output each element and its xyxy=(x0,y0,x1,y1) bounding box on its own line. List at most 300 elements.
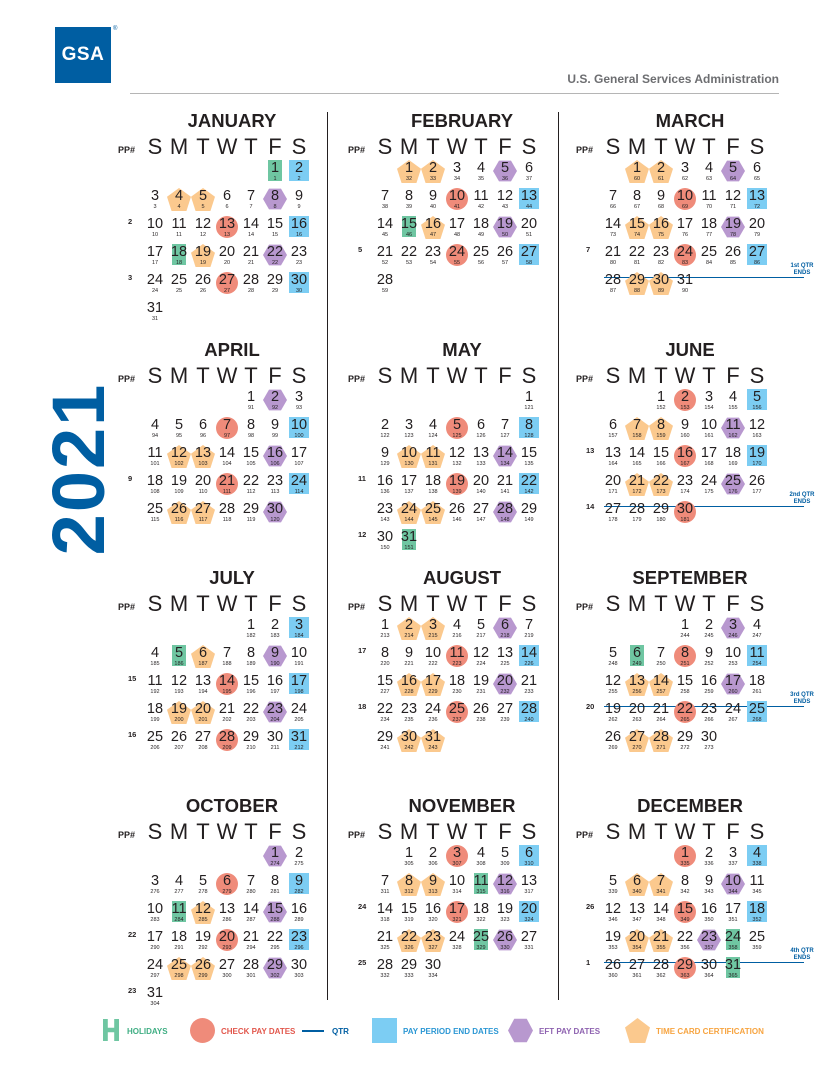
day-number: 15 xyxy=(266,216,284,232)
julian-day: 157 xyxy=(608,433,618,439)
month-december xyxy=(576,795,814,1017)
day-number: 4 xyxy=(174,188,184,204)
day-cell xyxy=(215,272,239,298)
day-number: 25 xyxy=(448,701,466,717)
day-number: 27 xyxy=(604,501,622,517)
weekday-letter: T xyxy=(474,363,488,388)
day-cell xyxy=(721,617,745,643)
day-number: 12 xyxy=(724,188,742,204)
day-cell xyxy=(263,957,287,983)
day-cell xyxy=(721,160,745,186)
pay-period-label: PP# xyxy=(118,145,136,155)
julian-day: 206 xyxy=(150,745,160,751)
weekday-letter: T xyxy=(654,819,668,844)
day-cell xyxy=(373,216,397,242)
day-cell xyxy=(143,701,167,727)
week-row xyxy=(348,729,576,757)
day-number: 22 xyxy=(520,473,538,489)
day-cell xyxy=(721,873,745,899)
day-number: 12 xyxy=(748,417,766,433)
julian-day: 90 xyxy=(681,288,689,294)
pay-period-number: 7 xyxy=(586,245,591,254)
day-number: 5 xyxy=(174,417,184,433)
day-cell xyxy=(697,901,721,927)
julian-day: 36 xyxy=(501,176,509,182)
day-number: 9 xyxy=(656,188,666,204)
julian-day: 64 xyxy=(729,176,737,182)
day-number: 26 xyxy=(748,473,766,489)
day-number: 14 xyxy=(242,901,260,917)
holiday-swatch xyxy=(103,1019,119,1041)
day-cell xyxy=(167,188,191,214)
julian-day: 44 xyxy=(525,204,533,210)
day-cell xyxy=(721,645,745,671)
day-number: 26 xyxy=(194,957,212,973)
day-number: 13 xyxy=(520,873,538,889)
pay-period-number: 14 xyxy=(586,502,595,511)
day-number: 16 xyxy=(676,445,694,461)
day-number: 10 xyxy=(146,901,164,917)
day-number: 29 xyxy=(628,272,646,288)
day-number: 13 xyxy=(628,673,646,689)
julian-day: 177 xyxy=(752,489,762,495)
julian-day: 194 xyxy=(198,689,208,695)
day-cell xyxy=(721,188,745,214)
day-number: 13 xyxy=(520,188,538,204)
day-cell xyxy=(673,645,697,671)
week-row xyxy=(348,473,576,501)
julian-day: 51 xyxy=(525,232,533,238)
julian-day: 26 xyxy=(199,288,207,294)
day-cell xyxy=(445,417,469,443)
weekday-letter: S xyxy=(291,134,307,159)
day-cell xyxy=(215,929,239,955)
month-name: JULY xyxy=(209,567,255,588)
julian-day: 201 xyxy=(198,717,208,723)
day-number: 30 xyxy=(652,272,670,288)
julian-day: 196 xyxy=(246,689,256,695)
day-number: 17 xyxy=(146,929,164,945)
day-cell xyxy=(673,901,697,927)
julian-day: 55 xyxy=(453,260,461,266)
julian-day: 250 xyxy=(656,661,666,667)
julian-day: 272 xyxy=(680,745,690,751)
julian-day: 16 xyxy=(295,232,303,238)
day-number: 30 xyxy=(400,729,418,745)
pay-period-label: PP# xyxy=(118,602,136,612)
day-number: 21 xyxy=(652,701,670,717)
day-cell xyxy=(445,673,469,699)
day-cell xyxy=(673,873,697,899)
month-march xyxy=(576,110,814,332)
julian-day: 122 xyxy=(380,433,390,439)
day-cell xyxy=(697,244,721,270)
julian-day: 193 xyxy=(174,689,184,695)
pay-period-number: 17 xyxy=(358,646,367,655)
month-january xyxy=(118,110,346,332)
day-number: 23 xyxy=(400,701,418,717)
julian-day: 208 xyxy=(198,745,208,751)
day-number: 18 xyxy=(748,901,766,917)
day-number: 20 xyxy=(520,216,538,232)
weekday-letter: S xyxy=(147,591,163,616)
day-number: 7 xyxy=(632,417,642,433)
day-number: 10 xyxy=(448,188,466,204)
legend-label: PAY PERIOD END DATES xyxy=(403,1027,499,1036)
weekday-letter: S xyxy=(291,363,307,388)
day-cell xyxy=(287,216,311,242)
julian-day: 98 xyxy=(247,433,255,439)
weekday-letter: W xyxy=(216,363,238,388)
weekday-letter: S xyxy=(291,591,307,616)
day-number: 30 xyxy=(700,957,718,973)
day-cell xyxy=(397,729,421,755)
julian-day: 11 xyxy=(176,232,182,238)
weekday-letter: M xyxy=(627,134,647,159)
day-number: 31 xyxy=(146,985,164,1001)
day-cell xyxy=(601,188,625,214)
julian-day: 13 xyxy=(223,232,231,238)
julian-day: 301 xyxy=(246,973,256,979)
julian-day: 218 xyxy=(500,633,510,639)
day-number: 26 xyxy=(604,957,622,973)
day-cell xyxy=(263,389,287,415)
julian-day: 130 xyxy=(404,461,414,467)
julian-day: 195 xyxy=(222,689,232,695)
day-cell xyxy=(745,901,769,927)
day-number: 22 xyxy=(676,929,694,945)
julian-day: 167 xyxy=(680,461,690,467)
day-cell xyxy=(167,501,191,527)
month-name: APRIL xyxy=(204,339,260,360)
day-number: 28 xyxy=(496,501,514,517)
julian-day: 91 xyxy=(247,405,255,411)
day-number: 19 xyxy=(170,473,188,489)
day-number: 13 xyxy=(472,445,490,461)
day-cell xyxy=(745,188,769,214)
week-row xyxy=(576,445,804,473)
legend-label: HOLIDAYS xyxy=(127,1027,168,1036)
day-number: 1 xyxy=(632,160,642,176)
day-cell xyxy=(397,244,421,270)
day-cell xyxy=(601,272,625,298)
weekday-letter: S xyxy=(377,363,393,388)
julian-day: 248 xyxy=(608,661,618,667)
julian-day: 356 xyxy=(680,945,690,951)
julian-day: 332 xyxy=(380,973,390,979)
day-number: 11 xyxy=(147,673,163,689)
day-cell xyxy=(745,473,769,499)
day-number: 26 xyxy=(724,244,742,260)
day-cell xyxy=(445,188,469,214)
day-number: 2 xyxy=(704,845,714,861)
day-cell xyxy=(143,188,167,214)
day-cell xyxy=(649,701,673,727)
day-number: 9 xyxy=(380,445,390,461)
day-number: 20 xyxy=(472,473,490,489)
julian-day: 330 xyxy=(500,945,510,951)
day-cell xyxy=(143,873,167,899)
day-number: 25 xyxy=(472,929,490,945)
day-cell xyxy=(697,160,721,186)
weekday-letter: T xyxy=(426,591,440,616)
day-number: 31 xyxy=(676,272,694,288)
day-number: 21 xyxy=(218,473,236,489)
day-cell xyxy=(263,417,287,443)
day-cell xyxy=(697,389,721,415)
julian-day: 321 xyxy=(452,917,462,923)
julian-day: 357 xyxy=(704,945,714,951)
day-number: 17 xyxy=(400,473,418,489)
julian-day: 300 xyxy=(222,973,232,979)
day-number: 16 xyxy=(424,901,442,917)
day-cell xyxy=(445,701,469,727)
day-number: 21 xyxy=(218,701,236,717)
day-cell xyxy=(215,216,239,242)
day-cell xyxy=(493,473,517,499)
day-cell xyxy=(421,957,445,983)
julian-day: 61 xyxy=(657,176,665,182)
day-cell xyxy=(143,929,167,955)
julian-day: 231 xyxy=(476,689,486,695)
week-row xyxy=(576,729,804,757)
weekday-letter: T xyxy=(654,134,668,159)
day-cell xyxy=(421,645,445,671)
day-cell xyxy=(673,417,697,443)
day-cell xyxy=(263,873,287,899)
julian-day: 319 xyxy=(404,917,414,923)
week-row xyxy=(118,417,346,445)
julian-day: 30 xyxy=(295,288,303,294)
day-number: 9 xyxy=(428,188,438,204)
day-cell xyxy=(493,617,517,643)
julian-day: 290 xyxy=(150,945,160,951)
weekday-letter: F xyxy=(498,591,512,616)
day-cell xyxy=(721,901,745,927)
weekday-letter: W xyxy=(446,134,468,159)
day-cell xyxy=(493,160,517,186)
week-row xyxy=(118,160,346,188)
day-number: 1 xyxy=(656,389,666,405)
day-number: 30 xyxy=(700,729,718,745)
day-number: 20 xyxy=(194,473,212,489)
julian-day: 238 xyxy=(476,717,486,723)
julian-day: 133 xyxy=(476,461,486,467)
day-cell xyxy=(287,873,311,899)
day-number: 20 xyxy=(628,701,646,717)
day-cell xyxy=(167,673,191,699)
day-cell xyxy=(239,417,263,443)
month-name: NOVEMBER xyxy=(408,795,516,816)
julian-day: 210 xyxy=(246,745,256,751)
julian-day: 95 xyxy=(175,433,183,439)
julian-day: 277 xyxy=(174,889,184,895)
day-number: 28 xyxy=(604,272,622,288)
weekday-letter: S xyxy=(521,591,537,616)
day-cell xyxy=(421,473,445,499)
julian-day: 41 xyxy=(453,204,461,210)
day-number: 27 xyxy=(520,929,538,945)
julian-day: 8 xyxy=(273,204,277,210)
weekday-letter: W xyxy=(674,819,696,844)
julian-day: 259 xyxy=(704,689,714,695)
week-row xyxy=(118,188,346,216)
julian-day: 308 xyxy=(476,861,486,867)
julian-day: 185 xyxy=(150,661,160,667)
pay-period-label: PP# xyxy=(576,602,594,612)
day-cell xyxy=(493,845,517,871)
day-cell xyxy=(373,617,397,643)
julian-day: 162 xyxy=(728,433,738,439)
weekday-letter: F xyxy=(498,363,512,388)
day-cell xyxy=(373,873,397,899)
weekday-letter: T xyxy=(474,819,488,844)
day-number: 11 xyxy=(701,188,717,204)
julian-day: 67 xyxy=(633,204,641,210)
month-april xyxy=(118,339,346,561)
julian-day: 320 xyxy=(428,917,438,923)
weekday-letter: T xyxy=(702,591,716,616)
julian-day: 337 xyxy=(728,861,738,867)
day-cell xyxy=(745,389,769,415)
julian-day: 4 xyxy=(177,204,181,210)
julian-day: 146 xyxy=(452,517,462,523)
julian-day: 284 xyxy=(174,917,184,923)
day-number: 6 xyxy=(198,417,208,433)
day-number: 17 xyxy=(424,673,442,689)
day-cell xyxy=(697,873,721,899)
weekday-letter: S xyxy=(521,134,537,159)
weekday-letter: W xyxy=(446,363,468,388)
weekday-letter: T xyxy=(426,363,440,388)
day-cell xyxy=(469,901,493,927)
day-cell xyxy=(421,873,445,899)
julian-day: 140 xyxy=(476,489,486,495)
day-cell xyxy=(373,645,397,671)
julian-day: 241 xyxy=(380,745,390,751)
day-cell xyxy=(373,701,397,727)
julian-day: 170 xyxy=(752,461,762,467)
day-number: 3 xyxy=(404,417,414,433)
julian-day: 230 xyxy=(452,689,462,695)
day-number: 10 xyxy=(700,417,718,433)
weekday-letter: T xyxy=(702,134,716,159)
pay-period-number: 11 xyxy=(358,474,366,483)
day-number: 14 xyxy=(496,445,514,461)
day-cell xyxy=(239,957,263,983)
julian-day: 255 xyxy=(608,689,618,695)
day-number: 10 xyxy=(290,417,308,433)
day-cell xyxy=(143,244,167,270)
day-cell xyxy=(397,529,421,555)
julian-day: 354 xyxy=(632,945,642,951)
day-number: 30 xyxy=(290,272,308,288)
day-number: 9 xyxy=(404,645,414,661)
julian-day: 340 xyxy=(632,889,642,895)
day-cell xyxy=(215,473,239,499)
day-number: 16 xyxy=(424,216,442,232)
pay-period-number: 1 xyxy=(586,958,591,967)
weekday-letter: F xyxy=(498,134,512,159)
day-cell xyxy=(625,729,649,755)
julian-day: 299 xyxy=(198,973,208,979)
julian-day: 54 xyxy=(429,260,437,266)
day-cell xyxy=(469,188,493,214)
julian-day: 269 xyxy=(608,745,618,751)
day-cell xyxy=(445,901,469,927)
day-cell xyxy=(287,701,311,727)
day-number: 4 xyxy=(476,160,486,176)
day-cell xyxy=(649,873,673,899)
day-cell xyxy=(673,957,697,983)
day-cell xyxy=(745,645,769,671)
day-cell xyxy=(287,729,311,755)
day-number: 14 xyxy=(520,645,538,661)
day-cell xyxy=(649,188,673,214)
month-august xyxy=(348,567,576,789)
weekday-letter: T xyxy=(196,363,210,388)
day-cell xyxy=(673,272,697,298)
day-cell xyxy=(697,216,721,242)
day-number: 2 xyxy=(294,845,304,861)
weekday-letter: S xyxy=(291,819,307,844)
day-number: 21 xyxy=(242,929,260,945)
day-number: 8 xyxy=(404,873,414,889)
day-cell xyxy=(625,957,649,983)
day-cell xyxy=(517,645,541,671)
pay-period-number: 5 xyxy=(358,245,363,254)
julian-day: 102 xyxy=(174,461,184,467)
julian-day: 249 xyxy=(632,661,642,667)
day-cell xyxy=(239,216,263,242)
day-number: 7 xyxy=(524,617,534,633)
julian-day: 109 xyxy=(174,489,184,495)
julian-day: 159 xyxy=(656,433,666,439)
day-number: 3 xyxy=(704,389,714,405)
day-number: 1 xyxy=(524,389,534,405)
day-number: 25 xyxy=(170,272,188,288)
julian-day: 342 xyxy=(680,889,690,895)
day-cell xyxy=(625,244,649,270)
week-row xyxy=(348,673,576,701)
day-number: 1 xyxy=(246,389,256,405)
weekday-letter: S xyxy=(147,134,163,159)
day-number: 2 xyxy=(428,845,438,861)
day-cell xyxy=(373,929,397,955)
weekday-letter: T xyxy=(654,591,668,616)
day-number: 24 xyxy=(400,501,418,517)
day-cell xyxy=(625,473,649,499)
weekday-letter: M xyxy=(627,591,647,616)
day-cell xyxy=(397,445,421,471)
day-cell xyxy=(263,901,287,927)
julian-day: 49 xyxy=(477,232,485,238)
day-cell xyxy=(191,272,215,298)
julian-day: 347 xyxy=(632,917,642,923)
julian-day: 142 xyxy=(524,489,534,495)
day-number: 6 xyxy=(476,417,486,433)
month-name: JANUARY xyxy=(187,110,277,131)
day-cell xyxy=(239,873,263,899)
day-number: 29 xyxy=(652,501,670,517)
julian-day: 253 xyxy=(728,661,738,667)
day-number: 27 xyxy=(520,244,538,260)
julian-day: 189 xyxy=(246,661,256,667)
day-cell xyxy=(517,160,541,186)
day-number: 10 xyxy=(400,445,418,461)
pay-period-label: PP# xyxy=(348,145,366,155)
julian-day: 178 xyxy=(608,517,618,523)
